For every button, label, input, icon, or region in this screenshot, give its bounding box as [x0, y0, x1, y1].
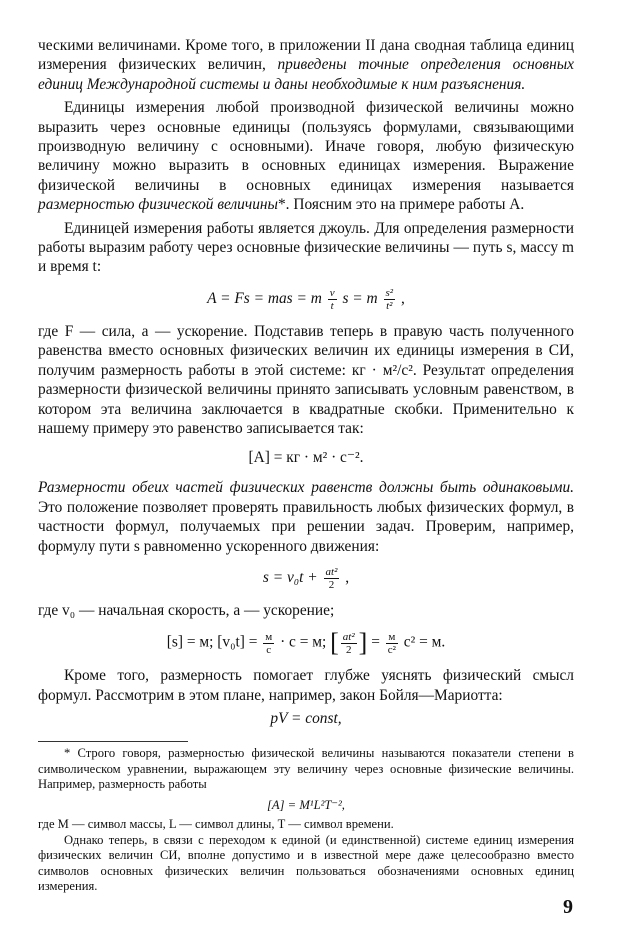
fraction-m-s — [263, 631, 274, 656]
fraction-s2-t2 — [384, 287, 396, 312]
footnote-1 — [38, 746, 574, 793]
paragraph-work-text: Единицей измерения работы является джоуль. Для определения размерности работы выразим работу через основные физические величины — путь s, массу m и время t: — [38, 219, 574, 276]
formula-boyle — [38, 709, 574, 729]
left-bracket: [ — [330, 628, 339, 658]
fraction-at2-2-bracket — [341, 631, 357, 656]
right-bracket: ] — [358, 628, 368, 658]
paragraph-intro — [38, 36, 574, 94]
paragraph-si-units-text: где F — сила, a — ускорение. Подставив теперь в правую часть полученного равенства вместо основных физических величин их единицы измерения в СИ, получим размерность работы в этой системе: кг · м²/с². Результат определения размерности физической величины принято записывать условным равенством, в котором эта величина заключается в квадратные скобки. Применительно к нашему примеру это равенство записывается так: — [38, 322, 574, 437]
footnote-formula — [38, 797, 574, 813]
fraction-m-s2 — [386, 631, 398, 656]
paragraph-consistency-text: Это положение позволяет проверять правильность любых физических формул, в частности формул, получаемых при решении задач. Проверим, например, формулу пути s равноменно ускоренного движения: — [38, 498, 574, 555]
formula-dim-part1: [s] = м; [v₀t] = — [166, 633, 258, 651]
fraction-numerator: м — [265, 630, 273, 643]
formula-dim-part2: · с = м; — [280, 633, 327, 651]
footnote-2-text: где M — символ массы, L — символ длины, T — символ времени. — [38, 816, 394, 831]
page-number: 9 — [563, 896, 573, 918]
fraction-denominator: t — [330, 299, 334, 312]
formula-path-left: s = v₀t + — [262, 568, 318, 586]
formula-boyle-text: pV = const, — [270, 710, 342, 728]
formula-work-tail: , — [400, 289, 405, 307]
paragraph-consistency — [38, 478, 574, 556]
paragraph-si-units — [38, 322, 574, 438]
formula-path-dimension — [38, 630, 574, 656]
fraction-at2-2 — [324, 566, 340, 591]
fraction-denominator: с² — [387, 643, 396, 656]
term-dimension: размерностью физической величины — [38, 196, 278, 214]
fraction-denominator: t² — [386, 299, 393, 312]
fraction-v-t — [328, 287, 337, 312]
fraction-numerator: s² — [385, 286, 394, 299]
formula-work-left: A = Fs = mas = m — [207, 289, 322, 307]
footnote-divider — [38, 741, 188, 742]
paragraph-boyle — [38, 666, 574, 705]
paragraph-intro-text: ческими величинами. Кроме того, в приложении II дана сводная таблица единиц измерения физических величин, — [38, 37, 574, 74]
footnote-3 — [38, 833, 574, 895]
paragraph-dimensions-tail: *. Поясним это на примере работы A. — [277, 196, 525, 214]
footnote-1-text: * Строго говоря, размерностью физической величины называются показатели степени в символическом уравнении, выражающем эту величину через основные физические величины. Например, размерность работы — [38, 746, 574, 792]
formula-work — [38, 287, 574, 312]
page-body — [38, 36, 574, 895]
paragraph-consistency-emphasis: Размерности обеих частей физических равенств должны быть одинаковыми. — [38, 479, 574, 497]
paragraph-legend-text: где v₀ — начальная скорость, a — ускорение; — [38, 601, 335, 619]
paragraph-intro-emphasis: приведены точные определения основных единиц Международной системы и даны необходимые к ним разъяснения. — [38, 56, 574, 93]
fraction-numerator: at² — [342, 630, 355, 643]
footnote-2 — [38, 817, 574, 833]
formula-path — [38, 566, 574, 591]
fraction-numerator: v — [329, 286, 335, 299]
paragraph-dimensions — [38, 98, 574, 214]
fraction-numerator: м — [386, 631, 398, 644]
fraction-numerator: at² — [325, 565, 338, 578]
paragraph-dimensions-text: Единицы измерения любой производной физической величины можно выразить через основные единицы (пользуясь формулами, связывающими производную величину с основными). Иначе говоря, любую физическую величину можно выразить в основных единицах измерения. Выражение физической величины в основных единицах измерения называется — [38, 99, 574, 194]
formula-work-dimension — [38, 448, 574, 468]
paragraph-work — [38, 219, 574, 277]
formula-work-middle: s = m — [342, 289, 378, 307]
fraction-denominator: 2 — [328, 578, 335, 591]
formula-path-tail: , — [345, 568, 350, 586]
footnote-3-text: Однако теперь, в связи с переходом к единой (и единственной) системе единиц измерения физических величин СИ, вполне допустимо и в известной мере даже целесообразно вместо символов основных физических величин пользоваться обозначениями основных единиц измерения. — [38, 832, 574, 894]
paragraph-boyle-text: Кроме того, размерность помогает глубже уяснять физический смысл формул. Рассмотрим в этом плане, например, закон Бойля—Мариотта: — [38, 667, 574, 704]
footnote-formula-text: [A] = M¹L²T⁻², — [267, 797, 345, 812]
formula-dim-part3: = — [371, 633, 380, 651]
paragraph-legend — [38, 601, 574, 620]
fraction-denominator: с — [266, 643, 272, 656]
formula-work-dimension-text: [A] = кг · м² · с⁻². — [248, 449, 364, 467]
fraction-denominator: 2 — [345, 643, 352, 656]
formula-dim-part4: с² = м. — [403, 633, 446, 651]
